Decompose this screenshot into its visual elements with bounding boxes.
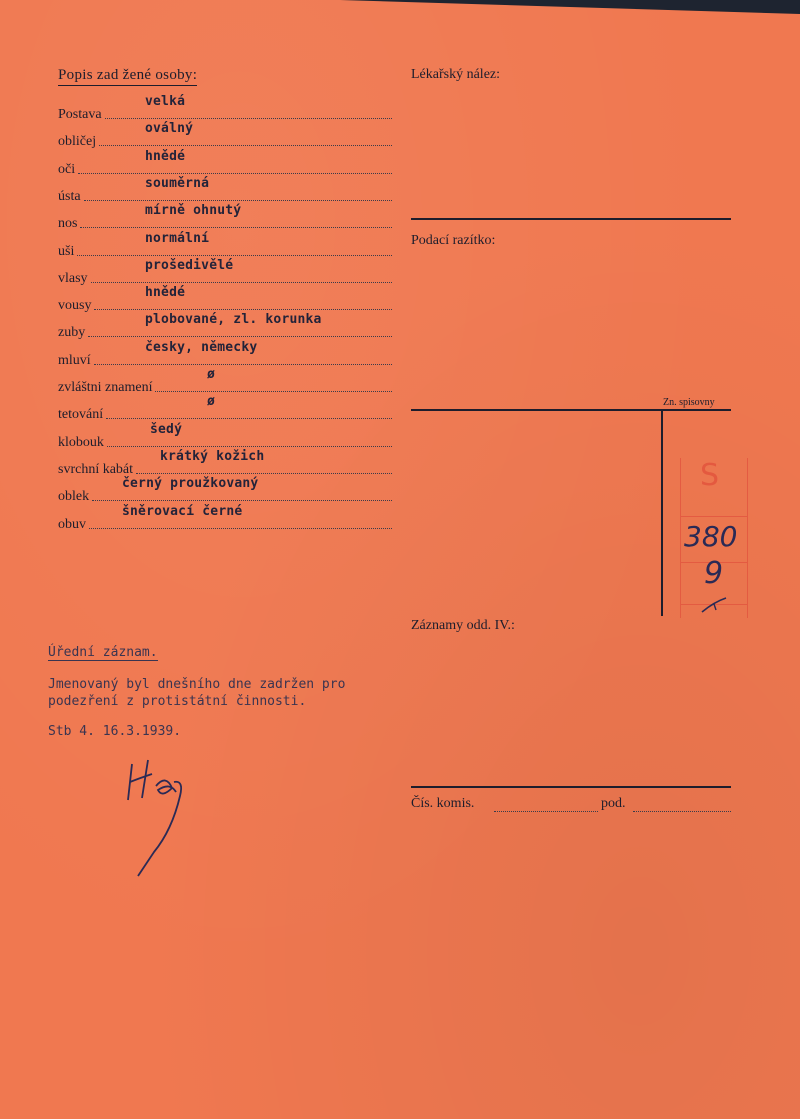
field-dotted-line <box>84 200 392 201</box>
field-label: oblek <box>58 489 90 505</box>
field-vlasy <box>58 257 392 286</box>
field-label: nos <box>58 216 78 232</box>
field-zuby <box>58 312 392 341</box>
field-zvláštni-znamení <box>58 367 392 395</box>
field-nos <box>58 203 392 232</box>
field-dotted-line <box>106 418 392 419</box>
field-label: svrchní kabát <box>58 461 134 477</box>
scan-background-corner <box>340 0 800 14</box>
field-uši <box>58 230 392 259</box>
field-dotted-line <box>92 500 392 501</box>
field-tetování <box>58 394 392 423</box>
official-note-date: Stb 4. 16.3.1939. <box>48 724 182 739</box>
signature-icon <box>118 752 198 882</box>
field-label: Postava <box>58 107 102 122</box>
field-mluví <box>58 339 392 368</box>
field-label: oči <box>58 161 76 177</box>
field-value: černý proužkovaný <box>122 476 259 492</box>
commission-label: Čís. komis. <box>411 796 475 811</box>
field-label: mluví <box>58 352 91 368</box>
field-value: velká <box>145 94 186 109</box>
field-label: vousy <box>58 298 92 314</box>
file-column-divider <box>661 411 663 616</box>
field-dotted-line <box>99 145 392 146</box>
field-value: šněrovací černé <box>122 503 243 519</box>
medical-finding-label: Lékařský nález: <box>411 67 501 82</box>
field-ústa <box>58 175 392 204</box>
field-value: oválný <box>145 121 194 137</box>
field-oči <box>58 148 392 177</box>
field-value: hnědé <box>145 285 186 301</box>
field-dotted-line <box>89 528 392 529</box>
field-oblek <box>58 476 392 505</box>
field-label: obuv <box>58 516 86 532</box>
field-value: česky, německy <box>145 339 258 355</box>
field-label: vlasy <box>58 270 88 286</box>
field-value: normální <box>145 230 210 246</box>
field-vousy <box>58 285 392 314</box>
field-value: hnědé <box>145 148 186 164</box>
field-dotted-line <box>78 173 392 174</box>
field-value: mírně ohnutý <box>145 203 242 219</box>
official-note-title: Úřední záznam. <box>48 645 158 660</box>
field-dotted-line <box>155 391 392 392</box>
field-dotted-line <box>94 309 392 310</box>
file-letter: S <box>700 458 720 493</box>
field-dotted-line <box>136 473 392 474</box>
field-value: šedý <box>150 421 183 437</box>
field-value: prošedivělé <box>145 257 234 273</box>
file-sub-number: 9 <box>704 556 724 591</box>
field-label: zuby <box>58 325 86 341</box>
file-number-label: Zn. spisovny <box>663 397 715 408</box>
field-label: uši <box>58 243 75 259</box>
official-note-line-1: Jmenovaný byl dnešního dne zadržen pro <box>48 677 346 692</box>
field-dotted-line <box>107 446 392 447</box>
field-obličej <box>58 121 392 150</box>
medical-separator-line <box>411 218 731 220</box>
field-label: obličej <box>58 134 97 150</box>
field-value: ø <box>207 394 216 410</box>
field-dotted-line <box>77 255 392 256</box>
field-label: zvláštni znamení <box>58 380 153 395</box>
field-klobouk <box>58 421 392 450</box>
field-label: ústa <box>58 188 81 204</box>
field-dotted-line <box>88 336 392 337</box>
form-title: Popis zad žené osoby: <box>58 67 197 86</box>
field-label: tetování <box>58 407 104 423</box>
field-postava <box>58 94 392 122</box>
field-dotted-line <box>94 364 392 365</box>
official-note-line-2: podezření z protistátní činnosti. <box>48 694 307 709</box>
field-obuv <box>58 503 392 532</box>
under-field <box>633 811 731 812</box>
field-value: souměrná <box>145 175 210 191</box>
field-dotted-line <box>91 282 392 283</box>
under-label: pod. <box>601 796 626 811</box>
field-value: plobované, zl. korunka <box>145 312 322 328</box>
records-separator-line <box>411 786 731 788</box>
stamp-label: Podací razítko: <box>411 233 496 248</box>
check-mark-icon <box>700 596 730 616</box>
field-dotted-line <box>80 227 392 228</box>
field-value: ø <box>207 367 216 382</box>
field-label: klobouk <box>58 434 104 450</box>
stamp-separator-line <box>411 409 731 411</box>
file-number: 380 <box>684 520 738 553</box>
commission-field <box>494 811 598 812</box>
records-label: Záznamy odd. IV.: <box>411 618 515 633</box>
field-value: krátký kožich <box>160 448 265 464</box>
field-dotted-line <box>105 118 392 119</box>
field-svrchní-kabát <box>58 448 392 477</box>
